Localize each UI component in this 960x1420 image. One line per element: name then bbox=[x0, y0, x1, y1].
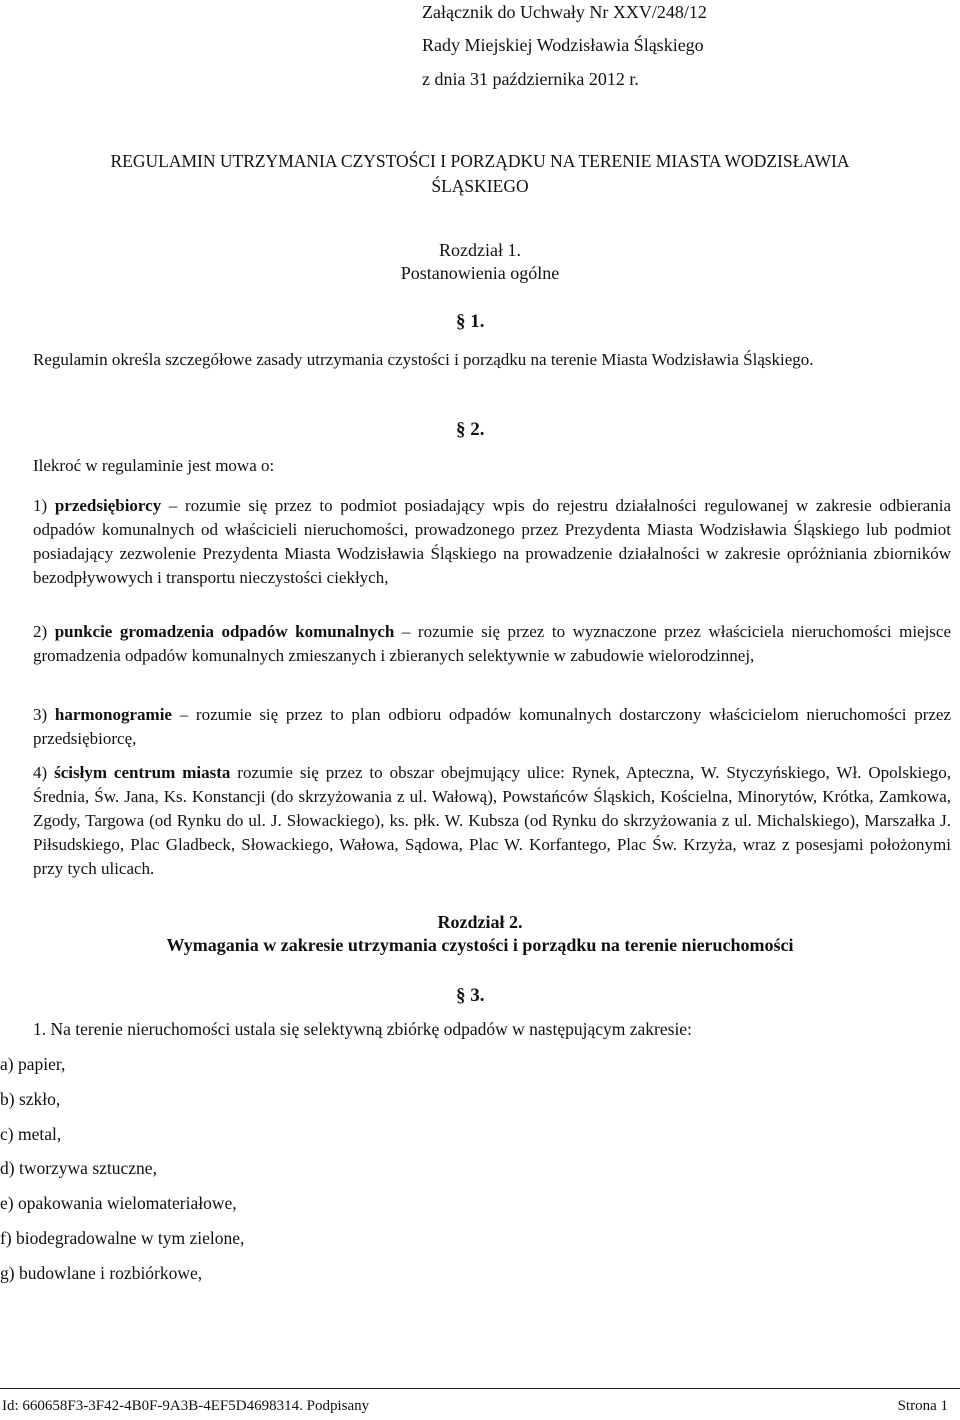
definition-item-1 bbox=[33, 494, 951, 590]
footer-document-id: Id: 660658F3-3F42-4B0F-9A3B-4EF5D4698314. Podpisany bbox=[2, 1398, 370, 1414]
chapter-2-name: Wymagania w zakresie utrzymania czystości i porządku na terenie nieruchomości bbox=[166, 935, 794, 955]
document-title-line-2: ŚLĄSKIEGO bbox=[431, 176, 529, 196]
definition-number: 4) bbox=[33, 763, 48, 782]
waste-category-item: c) metal, bbox=[0, 1124, 62, 1144]
definition-number: 1) bbox=[33, 496, 48, 515]
definition-text: rozumie się przez to podmiot posiadający wpis do rejestru działalności regulowanej w zakresie odbierania odpadów komunalnych od właścicieli nieruchomości, prowadzonego przez Prezydenta Miasta Wodzisławia Śląskiego lub podmiot posiadający zezwolenie Prezydenta Miasta Wodzisławia Śląskiego na prowadzenie działalności w zakresie opróżniania zbiorników bezodpływowych i transportu nieczystości ciekłych, bbox=[33, 496, 952, 587]
definition-text: rozumie się przez to wyznaczone przez właściciela nieruchomości miejsce gromadzenia odpadów komunalnych zmieszanych i zbieranych selektywnie w zabudowie wielorodzinnej, bbox=[33, 622, 952, 665]
chapter-1-name: Postanowienia ogólne bbox=[400, 263, 560, 283]
section-1-heading: § 1. bbox=[456, 311, 485, 332]
section-2-heading: § 2. bbox=[456, 419, 485, 440]
definition-text: rozumie się przez to plan odbioru odpadów komunalnych dostarczony właścicielom nieruchomości przez przedsiębiorcę, bbox=[33, 705, 952, 748]
definition-term: punkcie gromadzenia odpadów komunalnych bbox=[54, 622, 395, 641]
definition-item-3 bbox=[33, 703, 951, 751]
attachment-line-2: Rady Miejskiej Wodzisławia Śląskiego bbox=[422, 35, 704, 55]
waste-category-item: b) szkło, bbox=[0, 1089, 61, 1109]
section-3-heading: § 3. bbox=[456, 985, 485, 1006]
section-1-body: Regulamin określa szczegółowe zasady utrzymania czystości i porządku na terenie Miasta Wodzisławia Śląskiego. bbox=[33, 350, 814, 369]
section-2-number: 2. bbox=[470, 419, 485, 440]
chapter-1-label: Rozdział 1. bbox=[439, 240, 521, 260]
chapter-2-label: Rozdział 2. bbox=[437, 912, 523, 932]
definition-dash: – bbox=[168, 496, 178, 515]
waste-category-item: a) papier, bbox=[0, 1054, 66, 1074]
section-1-number: 1. bbox=[470, 311, 485, 332]
definition-dash: – bbox=[401, 622, 411, 641]
footer-divider bbox=[0, 1388, 960, 1389]
definition-dash: – bbox=[179, 705, 189, 724]
section-2-intro: Ilekroć w regulaminie jest mowa o: bbox=[33, 456, 275, 475]
definition-item-4 bbox=[33, 761, 951, 881]
waste-category-item: g) budowlane i rozbiórkowe, bbox=[0, 1263, 203, 1283]
waste-category-item: e) opakowania wielomateriałowe, bbox=[0, 1193, 237, 1213]
attachment-line-3: z dnia 31 października 2012 r. bbox=[422, 69, 639, 89]
definition-item-2 bbox=[33, 620, 951, 668]
definition-number: 2) bbox=[33, 622, 48, 641]
section-1-text bbox=[33, 348, 951, 372]
definition-number: 3) bbox=[33, 705, 48, 724]
footer-page-number: Strona 1 bbox=[897, 1398, 948, 1414]
definition-term: ścisłym centrum miasta bbox=[54, 763, 231, 782]
document-title-line-1: REGULAMIN UTRZYMANIA CZYSTOŚCI I PORZĄDKU NA TERENIE MIASTA WODZISŁAWIA bbox=[110, 151, 850, 171]
waste-category-item: d) tworzywa sztuczne, bbox=[0, 1158, 157, 1178]
definition-term: harmonogramie bbox=[54, 705, 172, 724]
definition-text: rozumie się przez to obszar obejmujący ulice: Rynek, Apteczna, W. Styczyńskiego, Wł. Opolskiego, Średnia, Św. Jana, Ks. Konstancji (do skrzyżowania z ul. Wałową), Powstańców Śląskich, Kościelna, Minorytów, Krótka, Zamkowa, Zgody, Targowa (od Rynku do ul. J. Słowackiego), ks. płk. W. Kubsza (od Rynku do skrzyżowania z ul. Michalskiego), Marszałka J. Piłsudskiego, Plac Gladbeck, Słowackiego, Wałowa, Sądowa, Plac W. Korfantego, Plac Św. Krzyża, wraz z posesjami położonymi przy tych ulicach. bbox=[33, 763, 951, 878]
section-3-number: 3. bbox=[470, 985, 485, 1006]
waste-category-item: f) biodegradowalne w tym zielone, bbox=[0, 1228, 245, 1248]
section-3-point-1: 1. Na terenie nieruchomości ustala się selektywną zbiórkę odpadów w następującym zakresie: bbox=[33, 1019, 692, 1039]
attachment-line-1: Załącznik do Uchwały Nr XXV/248/12 bbox=[422, 2, 707, 22]
definition-term: przedsiębiorcy bbox=[54, 496, 162, 515]
